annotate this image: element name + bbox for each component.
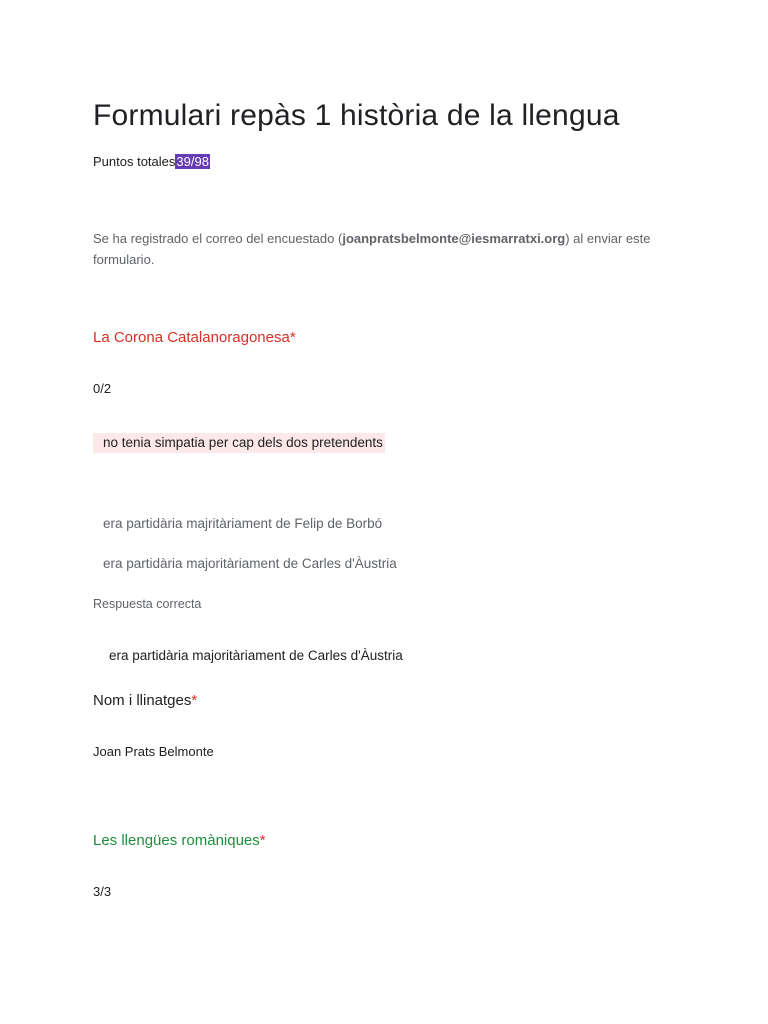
form-title: Formulari repàs 1 història de la llengua	[93, 99, 620, 132]
correct-answer-label: Respuesta correcta	[93, 597, 202, 611]
respondent-email: joanpratsbelmonte@iesmarratxi.org	[342, 231, 566, 246]
question-title-text: La Corona Catalanoragonesa	[93, 329, 290, 346]
respondent-name-answer: Joan Prats Belmonte	[93, 744, 214, 759]
selected-option-incorrect: no tenia simpatia per cap dels dos pretendents	[93, 433, 385, 453]
option-carles-daustria: era partidària majoritàriament de Carles d'Àustria	[103, 556, 397, 571]
question-title-nom	[93, 690, 197, 712]
required-asterisk: *	[289, 329, 296, 346]
question-title-llengues-romaniques	[93, 830, 266, 852]
question-points: 0/2	[93, 381, 112, 396]
question-title-text: Les llengües romàniques	[93, 832, 260, 849]
score-value-badge: 39/98	[176, 154, 209, 169]
total-score	[93, 153, 210, 171]
correct-answer-text: era partidària majoritàriament de Carles d'Àustria	[109, 648, 403, 663]
required-asterisk: *	[191, 692, 198, 709]
email-notice-suffix: ) al enviar este formulario.	[93, 231, 651, 267]
question-title-corona	[93, 327, 296, 349]
option-felip-de-borbo: era partidària majritàriament de Felip de Borbó	[103, 516, 383, 531]
required-asterisk: *	[259, 832, 266, 849]
score-label: Puntos totales	[93, 154, 176, 169]
email-recorded-notice	[93, 228, 683, 270]
question-title-text: Nom i llinatges	[93, 692, 192, 709]
question-points: 3/3	[93, 884, 112, 899]
email-notice-prefix: Se ha registrado el correo del encuestado (	[93, 231, 343, 246]
